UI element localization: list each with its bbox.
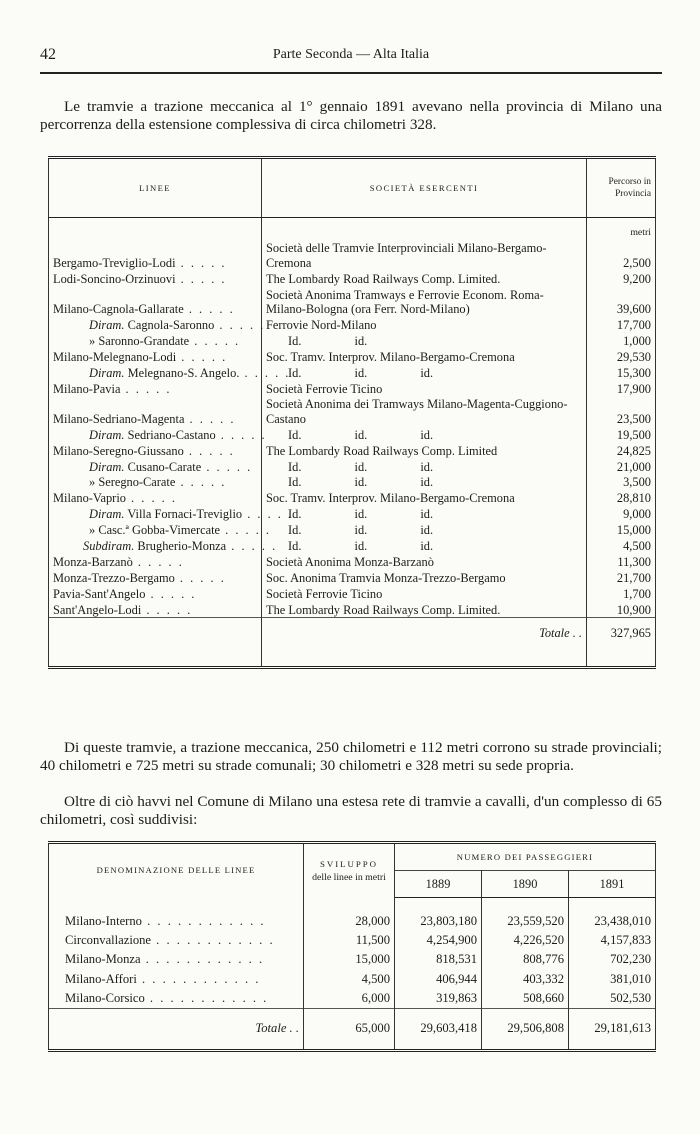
sviluppo-value: 4,500	[304, 970, 395, 989]
total-1891: 29,181,613	[569, 1008, 656, 1050]
passengers-1890: 4,226,520	[482, 931, 569, 950]
table-row	[49, 458, 656, 474]
table-row	[49, 364, 656, 380]
operator-company: Id. id. id.	[262, 474, 587, 490]
table-row	[49, 380, 656, 396]
operator-company: Id. id.	[262, 332, 587, 348]
line-length: 29,530	[587, 348, 656, 364]
table-row	[49, 506, 656, 522]
table-row	[49, 970, 656, 989]
line-length: 24,825	[587, 442, 656, 458]
operator-company: Id. id. id.	[262, 522, 587, 538]
line-name: Milano-Melegnano-Lodi . . . . .	[49, 348, 262, 364]
passengers-1889: 406,944	[395, 970, 482, 989]
col-header-year-1891: 1891	[569, 871, 656, 898]
line-name: Milano-Interno . . . . . . . . . . . .	[49, 898, 304, 932]
sviluppo-value: 15,000	[304, 950, 395, 969]
sviluppo-value: 11,500	[304, 931, 395, 950]
sviluppo-value: 28,000	[304, 898, 395, 932]
col-header-passeggieri: NUMERO DEI PASSEGGIERI	[395, 843, 656, 871]
line-name: Milano-Sedriano-Magenta . . . . .	[49, 396, 262, 426]
unit-label: metri	[587, 218, 656, 241]
passengers-1891: 502,530	[569, 989, 656, 1009]
col-header-year-1889: 1889	[395, 871, 482, 898]
operator-company: The Lombardy Road Railways Comp. Limited.	[262, 601, 587, 617]
passengers-1890: 808,776	[482, 950, 569, 969]
paragraph-cavalli: Oltre di ciò havvi nel Comune di Milano una estesa rete di tramvie a cavalli, d'un complesso di 65 chilometri, così suddivisi:	[40, 793, 662, 828]
total-1889: 29,603,418	[395, 1008, 482, 1050]
passengers-1891: 23,438,010	[569, 898, 656, 932]
operator-company: Id. id. id.	[262, 426, 587, 442]
total-label: Totale . .	[262, 617, 587, 648]
line-length: 15,300	[587, 364, 656, 380]
table-row	[49, 601, 656, 617]
line-length: 9,000	[587, 506, 656, 522]
passengers-1891: 702,230	[569, 950, 656, 969]
table-row	[49, 585, 656, 601]
table-row	[49, 989, 656, 1009]
line-length: 11,300	[587, 553, 656, 569]
line-length: 15,000	[587, 522, 656, 538]
operator-company: Società Anonima Tramways e Ferrovie Econom. Roma-Milano-Bologna (ora Ferr. Nord-Milano)	[262, 286, 587, 316]
line-name: Milano-Affori . . . . . . . . . . . .	[49, 970, 304, 989]
line-name: Milano-Monza . . . . . . . . . . . .	[49, 950, 304, 969]
table-row	[49, 240, 656, 270]
table-row	[49, 490, 656, 506]
table-tramvie-meccaniche	[48, 156, 656, 669]
passengers-1891: 381,010	[569, 970, 656, 989]
line-length: 19,500	[587, 426, 656, 442]
passengers-1890: 23,559,520	[482, 898, 569, 932]
operator-company: Società delle Tramvie Interprovinciali Milano-Bergamo-Cremona	[262, 240, 587, 270]
col-header-linee: LINEE	[49, 158, 262, 218]
table-row	[49, 270, 656, 286]
passengers-1890: 508,660	[482, 989, 569, 1009]
page-number: 42	[40, 46, 56, 63]
operator-company: The Lombardy Road Railways Comp. Limited.	[262, 270, 587, 286]
operator-company: Id. id. id.	[262, 364, 587, 380]
col-header-sviluppo: SVILUPPO delle linee in metri	[304, 843, 395, 898]
line-length: 1,000	[587, 332, 656, 348]
operator-company: The Lombardy Road Railways Comp. Limited	[262, 442, 587, 458]
table-row	[49, 522, 656, 538]
line-name: Monza-Trezzo-Bergamo . . . . .	[49, 569, 262, 585]
operator-company: Società Anonima Monza-Barzanò	[262, 553, 587, 569]
line-length: 4,500	[587, 537, 656, 553]
line-name: Subdiram. Brugherio-Monza . . . . .	[49, 537, 262, 553]
line-length: 10,900	[587, 601, 656, 617]
table-row	[49, 950, 656, 969]
line-name: » Saronno-Grandate . . . . .	[49, 332, 262, 348]
operator-company: Società Ferrovie Ticino	[262, 380, 587, 396]
passengers-1889: 319,863	[395, 989, 482, 1009]
line-length: 1,700	[587, 585, 656, 601]
table-row	[49, 396, 656, 426]
line-name: Milano-Pavia . . . . .	[49, 380, 262, 396]
operator-company: Id. id. id.	[262, 537, 587, 553]
line-length: 17,900	[587, 380, 656, 396]
operator-company: Ferrovie Nord-Milano	[262, 316, 587, 332]
table-row	[49, 286, 656, 316]
total-1890: 29,506,808	[482, 1008, 569, 1050]
table-row	[49, 537, 656, 553]
line-name: Lodi-Soncino-Orzinuovi . . . . .	[49, 270, 262, 286]
table-row	[49, 569, 656, 585]
passengers-1889: 818,531	[395, 950, 482, 969]
line-name: Diram. Cusano-Carate . . . . .	[49, 458, 262, 474]
line-length: 21,000	[587, 458, 656, 474]
line-name: Circonvallazione . . . . . . . . . . . .	[49, 931, 304, 950]
passengers-1891: 4,157,833	[569, 931, 656, 950]
line-name: » Seregno-Carate . . . . .	[49, 474, 262, 490]
running-title: Parte Seconda — Alta Italia	[272, 47, 430, 62]
sviluppo-value: 6,000	[304, 989, 395, 1009]
line-name: Milano-Cagnola-Gallarate . . . . .	[49, 286, 262, 316]
table-row	[49, 442, 656, 458]
operator-company: Soc. Anonima Tramvia Monza-Trezzo-Bergamo	[262, 569, 587, 585]
passengers-1890: 403,332	[482, 970, 569, 989]
operator-company: Id. id. id.	[262, 458, 587, 474]
operator-company: Società Anonima dei Tramways Milano-Magenta-Cuggiono-Castano	[262, 396, 587, 426]
running-header	[40, 46, 662, 66]
header-rule	[40, 72, 662, 74]
col-header-societa: SOCIETÀ ESERCENTI	[262, 158, 587, 218]
paragraph-strade: Di queste tramvie, a trazione meccanica, 250 chilometri e 112 metri corrono su strade provinciali; 40 chilometri e 725 metri su strade comunali; 30 chilometri e 328 metri su sede propria.	[40, 739, 662, 774]
line-name: Monza-Barzanò . . . . .	[49, 553, 262, 569]
line-length: 9,200	[587, 270, 656, 286]
line-name: Diram. Melegnano-S. Angelo. . . . . .	[49, 364, 262, 380]
line-length: 2,500	[587, 240, 656, 270]
line-name: Diram. Cagnola-Saronno . . . . .	[49, 316, 262, 332]
operator-company: Id. id. id.	[262, 506, 587, 522]
line-length: 23,500	[587, 396, 656, 426]
col-header-denominazione: DENOMINAZIONE DELLE LINEE	[49, 843, 304, 898]
line-name: Milano-Corsico . . . . . . . . . . . .	[49, 989, 304, 1009]
passengers-1889: 23,803,180	[395, 898, 482, 932]
line-name: Milano-Seregno-Giussano . . . . .	[49, 442, 262, 458]
table-row	[49, 553, 656, 569]
line-length: 3,500	[587, 474, 656, 490]
line-length: 21,700	[587, 569, 656, 585]
operator-company: Società Ferrovie Ticino	[262, 585, 587, 601]
operator-company: Soc. Tramv. Interprov. Milano-Bergamo-Cremona	[262, 490, 587, 506]
total-label-2: Totale . .	[49, 1008, 304, 1050]
line-name: » Casc.ª Gobba-Vimercate . . . . .	[49, 522, 262, 538]
operator-company: Soc. Tramv. Interprov. Milano-Bergamo-Cremona	[262, 348, 587, 364]
line-name: Pavia-Sant'Angelo . . . . .	[49, 585, 262, 601]
table-row	[49, 898, 656, 932]
col-header-year-1890: 1890	[482, 871, 569, 898]
line-length: 28,810	[587, 490, 656, 506]
table-tramvie-cavalli	[48, 841, 656, 1052]
table-row	[49, 332, 656, 348]
line-name: Bergamo-Treviglio-Lodi . . . . .	[49, 240, 262, 270]
table-row	[49, 426, 656, 442]
col-header-percorso: Percorso in Provincia	[587, 158, 656, 218]
line-name: Milano-Vaprio . . . . .	[49, 490, 262, 506]
intro-paragraph: Le tramvie a trazione meccanica al 1° gennaio 1891 avevano nella provincia di Milano una percorrenza della estensione complessiva di circa chilometri 328.	[40, 98, 662, 133]
line-length: 39,600	[587, 286, 656, 316]
line-name: Sant'Angelo-Lodi . . . . .	[49, 601, 262, 617]
table-row	[49, 474, 656, 490]
table-row	[49, 931, 656, 950]
total-value: 327,965	[587, 617, 656, 648]
line-name: Diram. Sedriano-Castano . . . . .	[49, 426, 262, 442]
line-length: 17,700	[587, 316, 656, 332]
table-row	[49, 316, 656, 332]
table-row	[49, 348, 656, 364]
passengers-1889: 4,254,900	[395, 931, 482, 950]
total-sviluppo: 65,000	[304, 1008, 395, 1050]
line-name: Diram. Villa Fornaci-Treviglio . . . . .	[49, 506, 262, 522]
